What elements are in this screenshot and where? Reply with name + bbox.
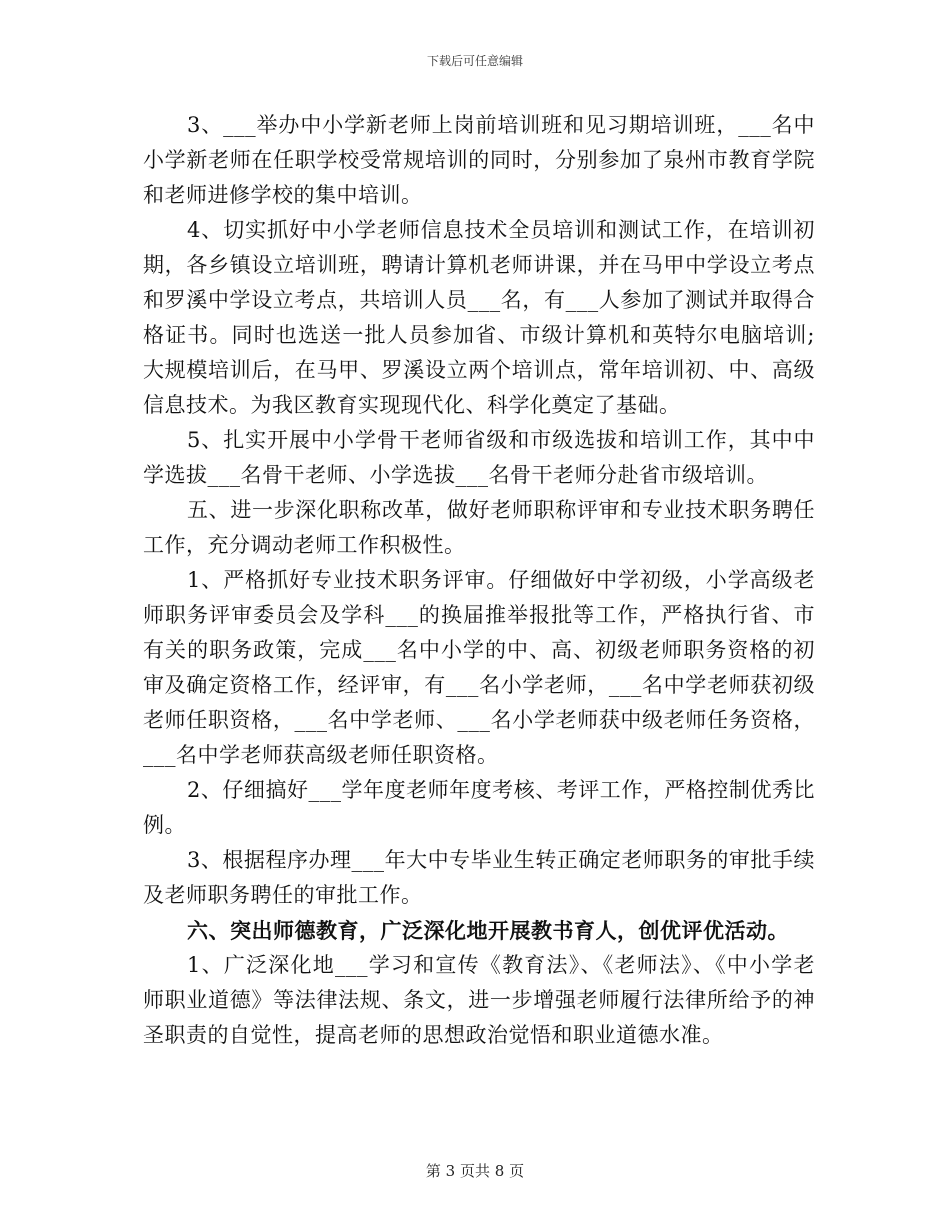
page-number: 第 3 页共 8 页 (425, 1162, 525, 1180)
paragraph-1-law-study: 1、广泛深化地___学习和宣传《教育法》、《老师法》、《中小学老师职业道德》等法律法规、条文，进一步增强老师履行法律所给予的神圣职责的自觉性，提高老师的思想政治觉悟和职业道德水准。 (143, 953, 815, 1047)
paragraph-4-it-training: 4、切实抓好中小学老师信息技术全员培训和测试工作，在培训初期，各乡镇设立培训班，聘请计算机老师讲课，并在马甲中学设立考点和罗溪中学设立考点，共培训人员___名，有___人参加了测试并取得合格证书。同时也选送一批人员参加省、市级计算机和英特尔电脑培训;大规模培训后，在马甲、罗溪设立两个培训点，常年培训初、中、高级信息技术。为我区教育实现现代化、科学化奠定了基础。 (143, 218, 815, 417)
paragraph-2-annual-assessment: 2、仔细搞好___学年度老师年度考核、考评工作，严格控制优秀比例。 (143, 778, 815, 837)
paragraph-5-backbone-teachers: 5、扎实开展中小学骨干老师省级和市级选拔和培训工作，其中中学选拔___名骨干老师、小学选拔___名骨干老师分赴省市级培训。 (143, 428, 815, 487)
page-header: 下载后可任意编辑 (426, 54, 523, 68)
paragraph-3-training-class: 3、___举办中小学新老师上岗前培训班和见习期培训班，___名中小学新老师在任职学校受常规培训的同时，分别参加了泉州市教育学院和老师进修学校的集中培训。 (143, 113, 815, 207)
paragraph-1-title-review: 1、严格抓好专业技术职务评审。仔细做好中学初级，小学高级老师职务评审委员会及学科___的换届推举报批等工作，严格执行省、市有关的职务政策，完成___名中小学的中、高、初级老师职务资格的初审及确定资格工作，经评审，有___名小学老师，___名中学老师获初级老师任职资格，___名中学老师、___名小学老师获中级老师任务资格，___名中学老师获高级老师任职资格。 (143, 568, 815, 767)
section-5-heading: 五、进一步深化职称改革，做好老师职称评审和专业技术职务聘任工作，充分调动老师工作积极性。 (143, 498, 815, 557)
section-6-heading: 六、突出师德教育，广泛深化地开展教书育人，创优评优活动。 (187, 918, 789, 943)
paragraph-3-approval-procedure: 3、根据程序办理___年大中专毕业生转正确定老师职务的审批手续及老师职务聘任的审批工作。 (143, 848, 815, 907)
document-body (143, 108, 815, 1053)
